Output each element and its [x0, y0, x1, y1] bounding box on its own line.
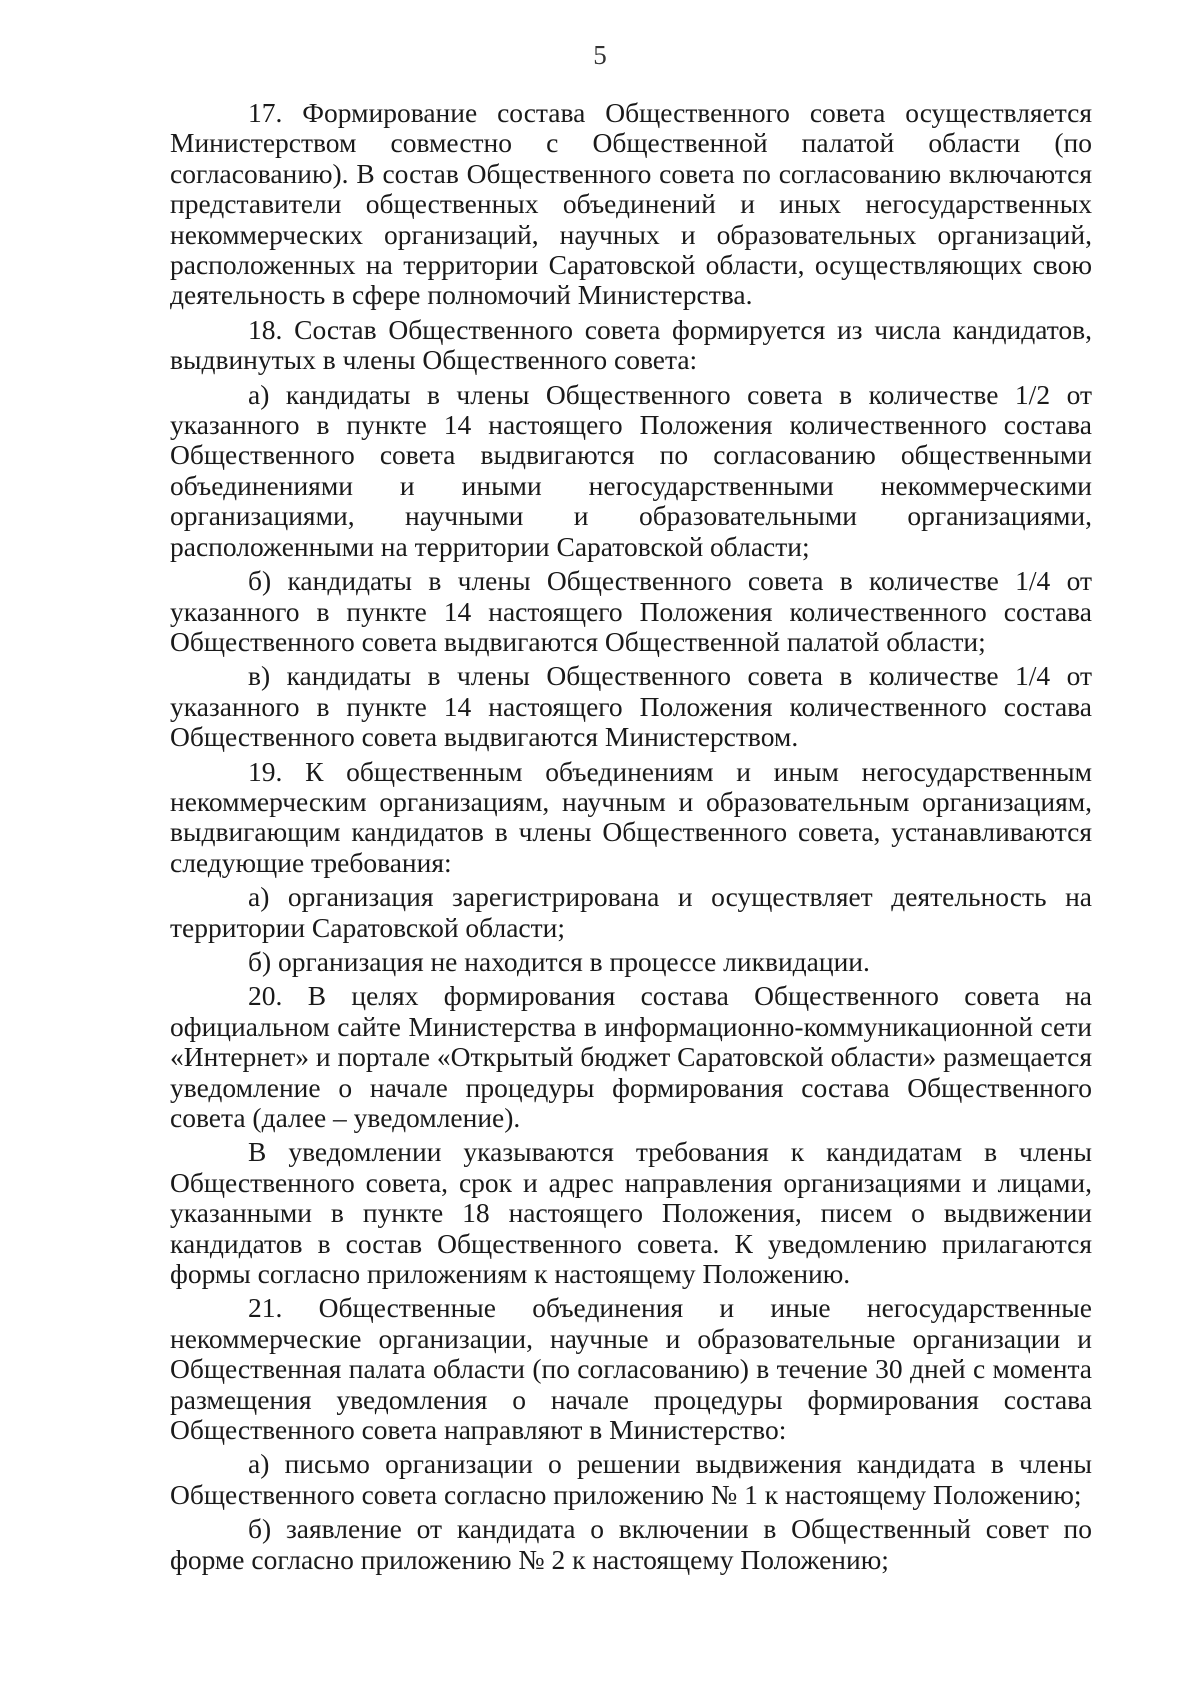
paragraph-18-v: в) кандидаты в члены Общественного совета в количестве 1/4 от указанного в пункте 14 настоящего Положения количественного состава Общественного совета выдвигаются Министерством. — [170, 660, 1092, 753]
paragraph-18-b: б) кандидаты в члены Общественного совета в количестве 1/4 от указанного в пункте 14 настоящего Положения количественного состава Общественного совета выдвигаются Общественной палатой области; — [170, 565, 1092, 657]
paragraph-19-a: а) организация зарегистрирована и осуществляет деятельность на территории Саратовской области; — [170, 881, 1092, 943]
paragraph-18: 18. Состав Общественного совета формируется из числа кандидатов, выдвинутых в члены Общественного совета: — [170, 313, 1092, 376]
paragraph-18-a: а) кандидаты в члены Общественного совета в количестве 1/2 от указанного в пункте 14 настоящего Положения количественного состава Общественного совета выдвигаются по согласованию общественными объединениями и иными негосударственными некоммерческими организациями, научными и образовательными организациями, расположенными на территории Саратовской области; — [170, 378, 1092, 562]
paragraph-19: 19. К общественным объединениям и иным негосударственным некоммерческим организациям, научным и образовательным организациям, выдвигающим кандидатов в члены Общественного совета, устанавливаются следующие требования: — [170, 755, 1092, 878]
paragraph-21-b: б) заявление от кандидата о включении в Общественный совет по форме согласно приложению № 2 к настоящему Положению; — [170, 1513, 1092, 1575]
paragraph-20-notice: В уведомлении указываются требования к кандидатам в члены Общественного совета, срок и адрес направления организациями и лицами, указанными в пункте 18 настоящего Положения, писем о выдвижении кандидатов в состав Общественного совета. К уведомлению прилагаются формы согласно приложениям к настоящему Положению. — [170, 1136, 1092, 1290]
page-number: 5 — [593, 40, 607, 70]
document-body — [170, 98, 1092, 1579]
paragraph-17: 17. Формирование состава Общественного совета осуществляется Министерством совместно с Общественной палатой области (по согласованию). В состав Общественного совета по согласованию включаются представители общественных объединений и иных негосударственных некоммерческих организаций, научных и образовательных организаций, расположенных на территории Саратовской области, осуществляющих свою деятельность в сфере полномочий Министерства. — [170, 97, 1092, 311]
paragraph-21-a: а) письмо организации о решении выдвижения кандидата в члены Общественного совета согласно приложению № 1 к настоящему Положению; — [170, 1448, 1092, 1510]
paragraph-21: 21. Общественные объединения и иные негосударственные некоммерческие организации, научные и образовательные организации и Общественная палата области (по согласованию) в течение 30 дней с момента размещения уведомления о начале процедуры формирования состава Общественного совета направляют в Министерство: — [170, 1292, 1092, 1446]
paragraph-20: 20. В целях формирования состава Общественного совета на официальном сайте Министерства в информационно-коммуникационной сети «Интернет» и портале «Открытый бюджет Саратовской области» размещается уведомление о начале процедуры формирования состава Общественного совета (далее – уведомление). — [170, 980, 1093, 1133]
paragraph-19-b: б) организация не находится в процессе ликвидации. — [248, 945, 870, 977]
